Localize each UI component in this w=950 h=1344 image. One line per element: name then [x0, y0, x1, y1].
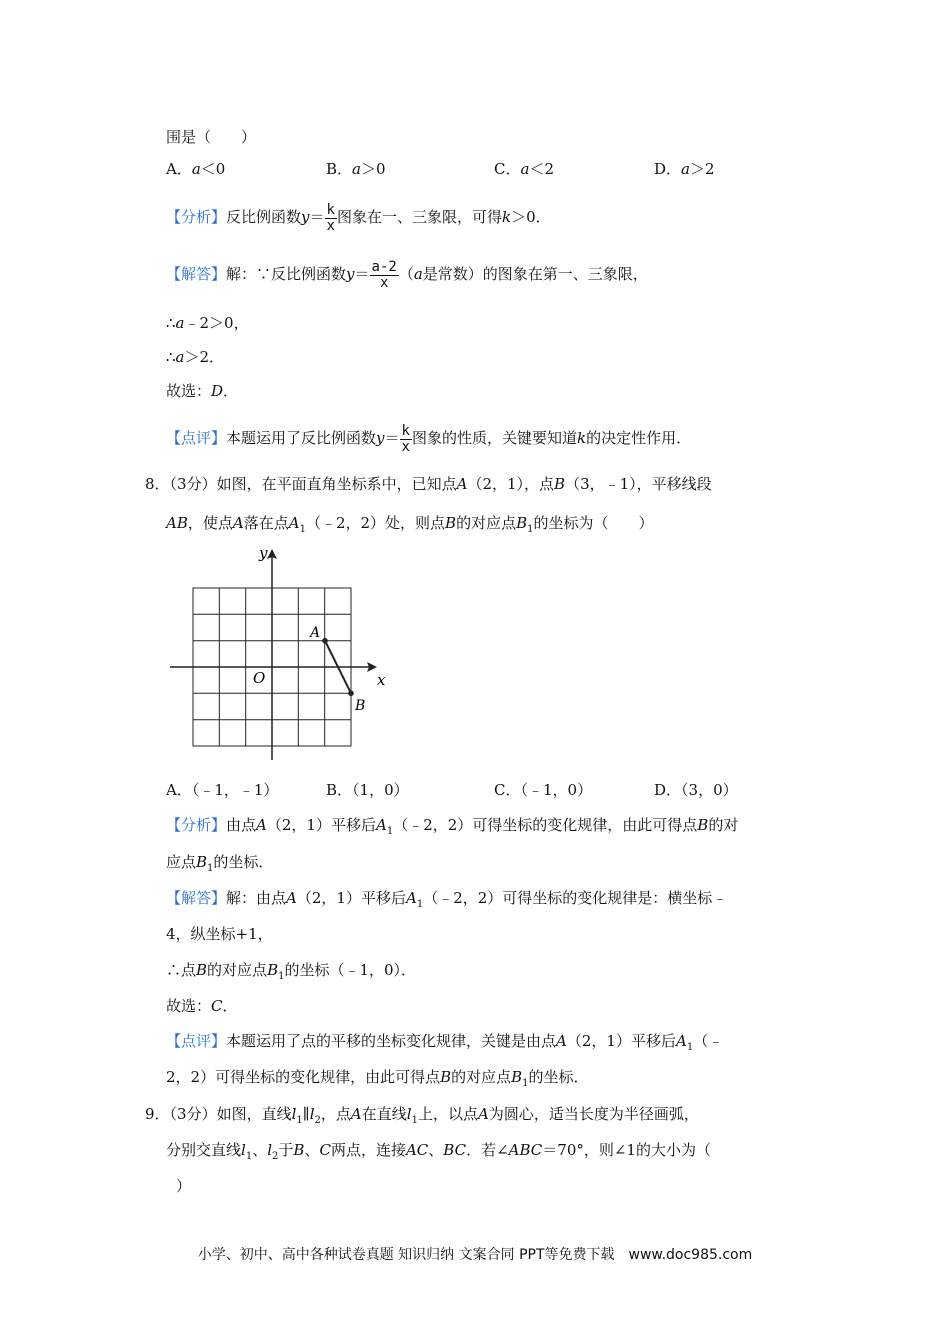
point-b-label: B [355, 698, 366, 714]
q8-solution-line-3: ∴点B的对应点$B_1$的坐标（﹣1，0）． [166, 961, 417, 982]
q7-option-b: B．a＞0 [326, 160, 386, 178]
fraction-k-over-x: $\frac{k}{x}$ [326, 201, 335, 234]
q7-stem-tail: 围是（ ） [166, 128, 257, 146]
q7-analysis: 【分析】反比例函数y＝ $\frac{k}{x}$ 图象在一、三象限，可得k＞0． [166, 201, 551, 234]
q7-comment: 【点评】本题运用了反比例函数y＝ $\frac{k}{x}$ 图象的性质，关键要知道k的决定性作用． [166, 422, 692, 455]
solution-tag: 【解答】 [166, 265, 227, 283]
q8-comment-line-2: 2，2）可得坐标的变化规律，由此可得点B的对应点$B_1$的坐标． [166, 1068, 589, 1089]
q7-step-2: ∴a＞2． [166, 348, 225, 366]
q8-solution-line-1: 【解答】解：由点A（2，1）平移后$A_1(﹣2$，2）可得坐标的变化规律是：横坐标﹣ [166, 889, 728, 910]
point-a-label: A [310, 625, 321, 641]
fraction-a-minus-2-over-x: $\frac{a-2}{x}$ [371, 258, 397, 291]
coordinate-grid-figure [165, 545, 395, 765]
q7-option-a: A．a＜0 [166, 160, 226, 178]
point-a [322, 638, 328, 644]
q8-comment-line-1: 【点评】本题运用了点的平移的坐标变化规律，关键是由点A（2，1）平移后$A_1(﹣$ [166, 1032, 724, 1053]
q8-option-c: C．（﹣1，0） [494, 781, 593, 799]
q8-answer: 故选：C． [166, 997, 238, 1015]
analysis-tag: 【分析】 [166, 816, 227, 834]
y-axis-label: y [259, 545, 268, 562]
q8-stem-line-2: AB，使点A落在点$A_1(﹣2$，2）处，则点B的对应点$B_1$的坐标为（ ） [166, 514, 654, 535]
point-b [348, 691, 354, 697]
q9-stem-line-1: 9．（3分）如图，直线$l_1\parallel l_2$，点A在直线$l_1$上，以点A为圆心，适当长度为半径画弧， [145, 1105, 699, 1126]
q8-solution-line-2: 4，纵坐标+1， [166, 925, 273, 943]
q9-stem-line-2: 分别交直线$l_1$、$l_2$于B、C两点，连接AC、BC．若∠ABC＝70°，则∠1的大小为（ [166, 1141, 711, 1162]
x-axis-label: x [377, 671, 386, 689]
q7-step-1: ∴a﹣2＞0， [166, 314, 249, 332]
q8-option-d: D．（3，0） [654, 781, 738, 799]
q8-analysis-line-1: 【分析】由点A（2，1）平移后$A_1(﹣2$，2）可得坐标的变化规律，由此可得点B的对 [166, 816, 739, 837]
q8-option-a: A．（﹣1，﹣1） [166, 781, 279, 799]
q7-answer: 故选：D． [166, 382, 239, 400]
q8-option-b: B．（1，0） [326, 781, 409, 799]
comment-tag: 【点评】 [166, 429, 227, 447]
comment-tag: 【点评】 [166, 1032, 227, 1050]
q7-option-d: D．a＞2 [654, 160, 715, 178]
q7-option-c: C．a＜2 [494, 160, 554, 178]
footer-text: 小学、初中、高中各种试卷真题 知识归纳 文案合同 PPT等免费下载 www.doc985.com [197, 1247, 753, 1263]
origin-label: O [253, 669, 266, 687]
q8-stem-line-1: 8．（3分）如图，在平面直角坐标系中，已知点A（2，1），点B（3，﹣1），平移线段 [145, 475, 712, 493]
q7-solution: 【解答】解：∵反比例函数y＝ $\frac{a-2}{x}$ （a是常数）的图象在第一、三象限， [166, 258, 648, 291]
solution-tag: 【解答】 [166, 889, 227, 907]
q8-analysis-line-2: 应点$B_1$的坐标． [166, 853, 274, 874]
q9-stem-line-3: ） [176, 1177, 192, 1195]
analysis-tag: 【分析】 [166, 208, 227, 226]
fraction-k-over-x: $\frac{k}{x}$ [401, 422, 410, 455]
